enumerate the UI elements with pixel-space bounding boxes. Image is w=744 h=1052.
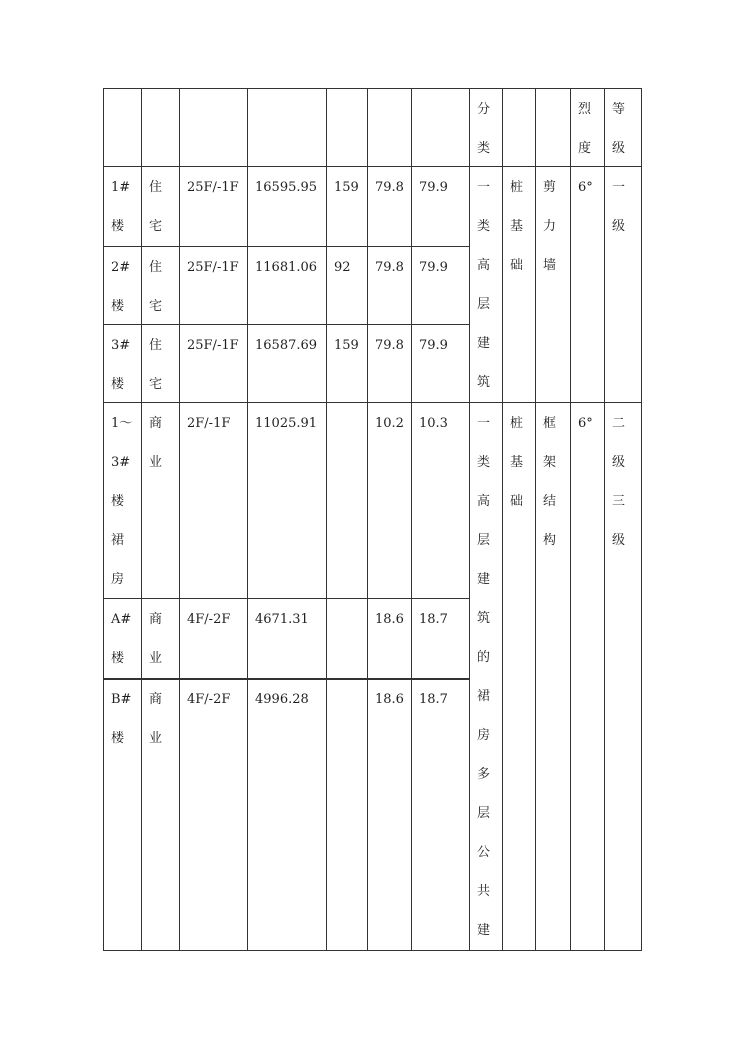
group-1-intensity-line: 6° <box>578 416 593 431</box>
group-0-classification <box>477 168 502 402</box>
row-0-name-line: 1# <box>111 180 131 195</box>
row-1-households <box>334 248 367 287</box>
table-vline-12 <box>641 88 642 951</box>
row-1-use-line: 住 <box>149 260 163 275</box>
group-1-classification-line: 一 <box>477 416 491 431</box>
row-2-area <box>255 326 326 365</box>
row-0-height1-line: 79.8 <box>375 180 404 195</box>
row-4-area-line: 4671.31 <box>255 612 309 627</box>
row-2-use-line: 住 <box>149 338 163 353</box>
row-2-use <box>149 326 179 404</box>
row-0-floors <box>187 168 247 207</box>
row-5-use-line: 业 <box>149 731 163 746</box>
row-3-name-line: 3# <box>111 455 131 470</box>
row-5-households-line <box>334 680 367 719</box>
row-0-floors-line: 25F/-1F <box>187 180 239 195</box>
row-2-area-line: 16587.69 <box>255 338 318 353</box>
row-3-name-line: 裙 <box>111 533 125 548</box>
row-0-households <box>334 168 367 207</box>
row-3-area <box>255 404 326 443</box>
group-1-classification-line: 房 <box>477 728 491 743</box>
group-1-grade-line: 级 <box>612 533 626 548</box>
row-1-name-line: 楼 <box>111 299 125 314</box>
header-classification-line: 类 <box>477 141 491 156</box>
row-1-height1-line: 79.8 <box>375 260 404 275</box>
group-0-foundation-line: 基 <box>510 219 524 234</box>
group-1-structure-line: 框 <box>543 416 557 431</box>
group-0-classification-line: 一 <box>477 180 491 195</box>
group-1-classification-line: 建 <box>477 923 491 938</box>
table-vline-1 <box>141 88 142 951</box>
row-1-floors <box>187 248 247 287</box>
group-1-grade-line: 三 <box>612 494 626 509</box>
group-row-border <box>103 402 642 403</box>
row-2-name-line: 楼 <box>111 377 125 392</box>
row-3-households <box>334 404 367 443</box>
header-classification-line: 分 <box>477 102 491 117</box>
group-1-structure-line: 构 <box>543 533 557 548</box>
row-5-height2-line: 18.7 <box>419 692 448 707</box>
row-0-name <box>111 168 141 246</box>
row-3-name-line: 1～ <box>111 416 133 431</box>
row-3-height1 <box>375 404 411 443</box>
row-4-floors <box>187 600 247 639</box>
table-vline-4 <box>326 88 327 951</box>
group-1-foundation-line: 础 <box>510 494 524 509</box>
row-1-name <box>111 248 141 326</box>
row-0-use-line: 住 <box>149 180 163 195</box>
header-row-border <box>103 166 642 167</box>
row-1-height1 <box>375 248 411 287</box>
row-5-height1 <box>375 680 411 719</box>
group-0-classification-line: 层 <box>477 297 491 312</box>
group-1-classification-line: 类 <box>477 455 491 470</box>
group-1-foundation-line: 桩 <box>510 416 524 431</box>
group-1-structure <box>543 404 570 560</box>
row-3-height2-line: 10.3 <box>419 416 448 431</box>
row-5-name-line: 楼 <box>111 731 125 746</box>
group-0-foundation <box>510 168 535 285</box>
row-1-name-line: 2# <box>111 260 131 275</box>
row-3-area-line: 11025.91 <box>255 416 318 431</box>
row-2-households-line: 159 <box>334 338 359 353</box>
group-0-classification-line: 高 <box>477 258 491 273</box>
row-border-5 <box>103 598 470 599</box>
header-classification <box>477 90 502 168</box>
group-0-classification-line: 类 <box>477 219 491 234</box>
table-vline-3 <box>247 88 248 951</box>
row-3-use-line: 商 <box>149 416 163 431</box>
row-5-use <box>149 680 179 758</box>
group-0-structure-line: 剪 <box>543 180 557 195</box>
group-1-classification-line: 公 <box>477 845 491 860</box>
row-5-use-line: 商 <box>149 692 163 707</box>
group-0-structure-line: 墙 <box>543 258 557 273</box>
row-1-area-line: 11681.06 <box>255 260 318 275</box>
row-5-height1-line: 18.6 <box>375 692 404 707</box>
row-4-height1 <box>375 600 411 639</box>
group-0-grade-line: 级 <box>612 219 626 234</box>
row-5-floors <box>187 680 247 719</box>
row-2-use-line: 宅 <box>149 377 163 392</box>
group-1-foundation <box>510 404 535 521</box>
row-2-height2-line: 79.9 <box>419 338 448 353</box>
row-0-height1 <box>375 168 411 207</box>
group-1-grade <box>612 404 641 560</box>
group-1-foundation-line: 基 <box>510 455 524 470</box>
group-0-structure <box>543 168 570 285</box>
row-1-floors-line: 25F/-1F <box>187 260 239 275</box>
group-1-classification-line: 的 <box>477 650 491 665</box>
row-4-area <box>255 600 326 639</box>
table-vline-10 <box>570 88 571 951</box>
group-0-intensity-line: 6° <box>578 180 593 195</box>
row-2-height2 <box>419 326 469 365</box>
row-3-name-line: 房 <box>111 572 125 587</box>
group-0-classification-line: 筑 <box>477 375 491 390</box>
row-5-name <box>111 680 141 758</box>
group-0-classification-line: 建 <box>477 336 491 351</box>
group-1-intensity <box>578 404 604 443</box>
table-vline-0 <box>103 88 104 951</box>
group-0-structure-line: 力 <box>543 219 557 234</box>
header-intensity-line: 度 <box>578 141 592 156</box>
row-3-use <box>149 404 179 482</box>
table-vline-8 <box>502 88 503 951</box>
row-2-height1 <box>375 326 411 365</box>
row-0-households-line: 159 <box>334 180 359 195</box>
header-grade-line: 等 <box>612 102 626 117</box>
row-4-height2 <box>419 600 469 639</box>
row-2-name <box>111 326 141 404</box>
row-5-area-line: 4996.28 <box>255 692 309 707</box>
row-4-floors-line: 4F/-2F <box>187 612 231 627</box>
row-0-use <box>149 168 179 246</box>
table-vline-6 <box>411 88 412 951</box>
table-top-border <box>103 88 642 89</box>
row-3-name <box>111 404 141 599</box>
group-1-grade-line: 二 <box>612 416 626 431</box>
header-intensity-line: 烈 <box>578 102 592 117</box>
group-1-grade-line: 级 <box>612 455 626 470</box>
row-4-use <box>149 600 179 678</box>
table-vline-9 <box>535 88 536 951</box>
row-2-households <box>334 326 367 365</box>
row-4-height2-line: 18.7 <box>419 612 448 627</box>
group-1-classification-line: 筑 <box>477 611 491 626</box>
group-1-classification-line: 建 <box>477 572 491 587</box>
row-4-name-line: A# <box>111 612 132 627</box>
row-3-floors-line: 2F/-1F <box>187 416 231 431</box>
group-1-classification-line: 高 <box>477 494 491 509</box>
row-1-households-line: 92 <box>334 260 351 275</box>
row-1-height2 <box>419 248 469 287</box>
row-1-height2-line: 79.9 <box>419 260 448 275</box>
row-3-name-line: 楼 <box>111 494 125 509</box>
row-5-households <box>334 680 367 719</box>
table-bottom-border <box>103 950 642 951</box>
row-4-name <box>111 600 141 678</box>
group-0-foundation-line: 础 <box>510 258 524 273</box>
row-2-floors-line: 25F/-1F <box>187 338 239 353</box>
row-5-height2 <box>419 680 469 719</box>
row-4-households-line <box>334 600 367 639</box>
row-1-use <box>149 248 179 326</box>
row-1-use-line: 宅 <box>149 299 163 314</box>
group-1-structure-line: 架 <box>543 455 557 470</box>
header-intensity <box>578 90 604 168</box>
table-vline-2 <box>179 88 180 951</box>
table-vline-11 <box>604 88 605 951</box>
header-grade-line: 级 <box>612 141 626 156</box>
row-0-name-line: 楼 <box>111 219 125 234</box>
row-0-height2-line: 79.9 <box>419 180 448 195</box>
group-1-classification-line: 层 <box>477 533 491 548</box>
row-5-area <box>255 680 326 719</box>
row-0-use-line: 宅 <box>149 219 163 234</box>
group-1-classification <box>477 404 502 950</box>
row-0-area-line: 16595.95 <box>255 180 318 195</box>
group-0-grade-line: 一 <box>612 180 626 195</box>
row-0-height2 <box>419 168 469 207</box>
row-1-area <box>255 248 326 287</box>
group-0-foundation-line: 桩 <box>510 180 524 195</box>
row-2-name-line: 3# <box>111 338 131 353</box>
header-grade <box>612 90 641 168</box>
group-1-classification-line: 层 <box>477 806 491 821</box>
row-3-floors <box>187 404 247 443</box>
table-vline-7 <box>469 88 470 951</box>
group-1-structure-line: 结 <box>543 494 557 509</box>
row-border-2 <box>103 246 470 247</box>
row-2-height1-line: 79.8 <box>375 338 404 353</box>
row-3-height2 <box>419 404 469 443</box>
group-1-classification-line: 裙 <box>477 689 491 704</box>
row-2-floors <box>187 326 247 365</box>
row-5-name-line: B# <box>111 692 132 707</box>
group-1-classification-line: 多 <box>477 767 491 782</box>
group-0-grade <box>612 168 641 246</box>
row-4-use-line: 商 <box>149 612 163 627</box>
row-3-use-line: 业 <box>149 455 163 470</box>
row-4-use-line: 业 <box>149 651 163 666</box>
row-4-height1-line: 18.6 <box>375 612 404 627</box>
row-4-name-line: 楼 <box>111 651 125 666</box>
row-3-households-line <box>334 404 367 443</box>
row-5-floors-line: 4F/-2F <box>187 692 231 707</box>
row-3-height1-line: 10.2 <box>375 416 404 431</box>
group-1-classification-line: 共 <box>477 884 491 899</box>
row-0-area <box>255 168 326 207</box>
group-0-intensity <box>578 168 604 207</box>
row-4-households <box>334 600 367 639</box>
table-vline-5 <box>367 88 368 951</box>
